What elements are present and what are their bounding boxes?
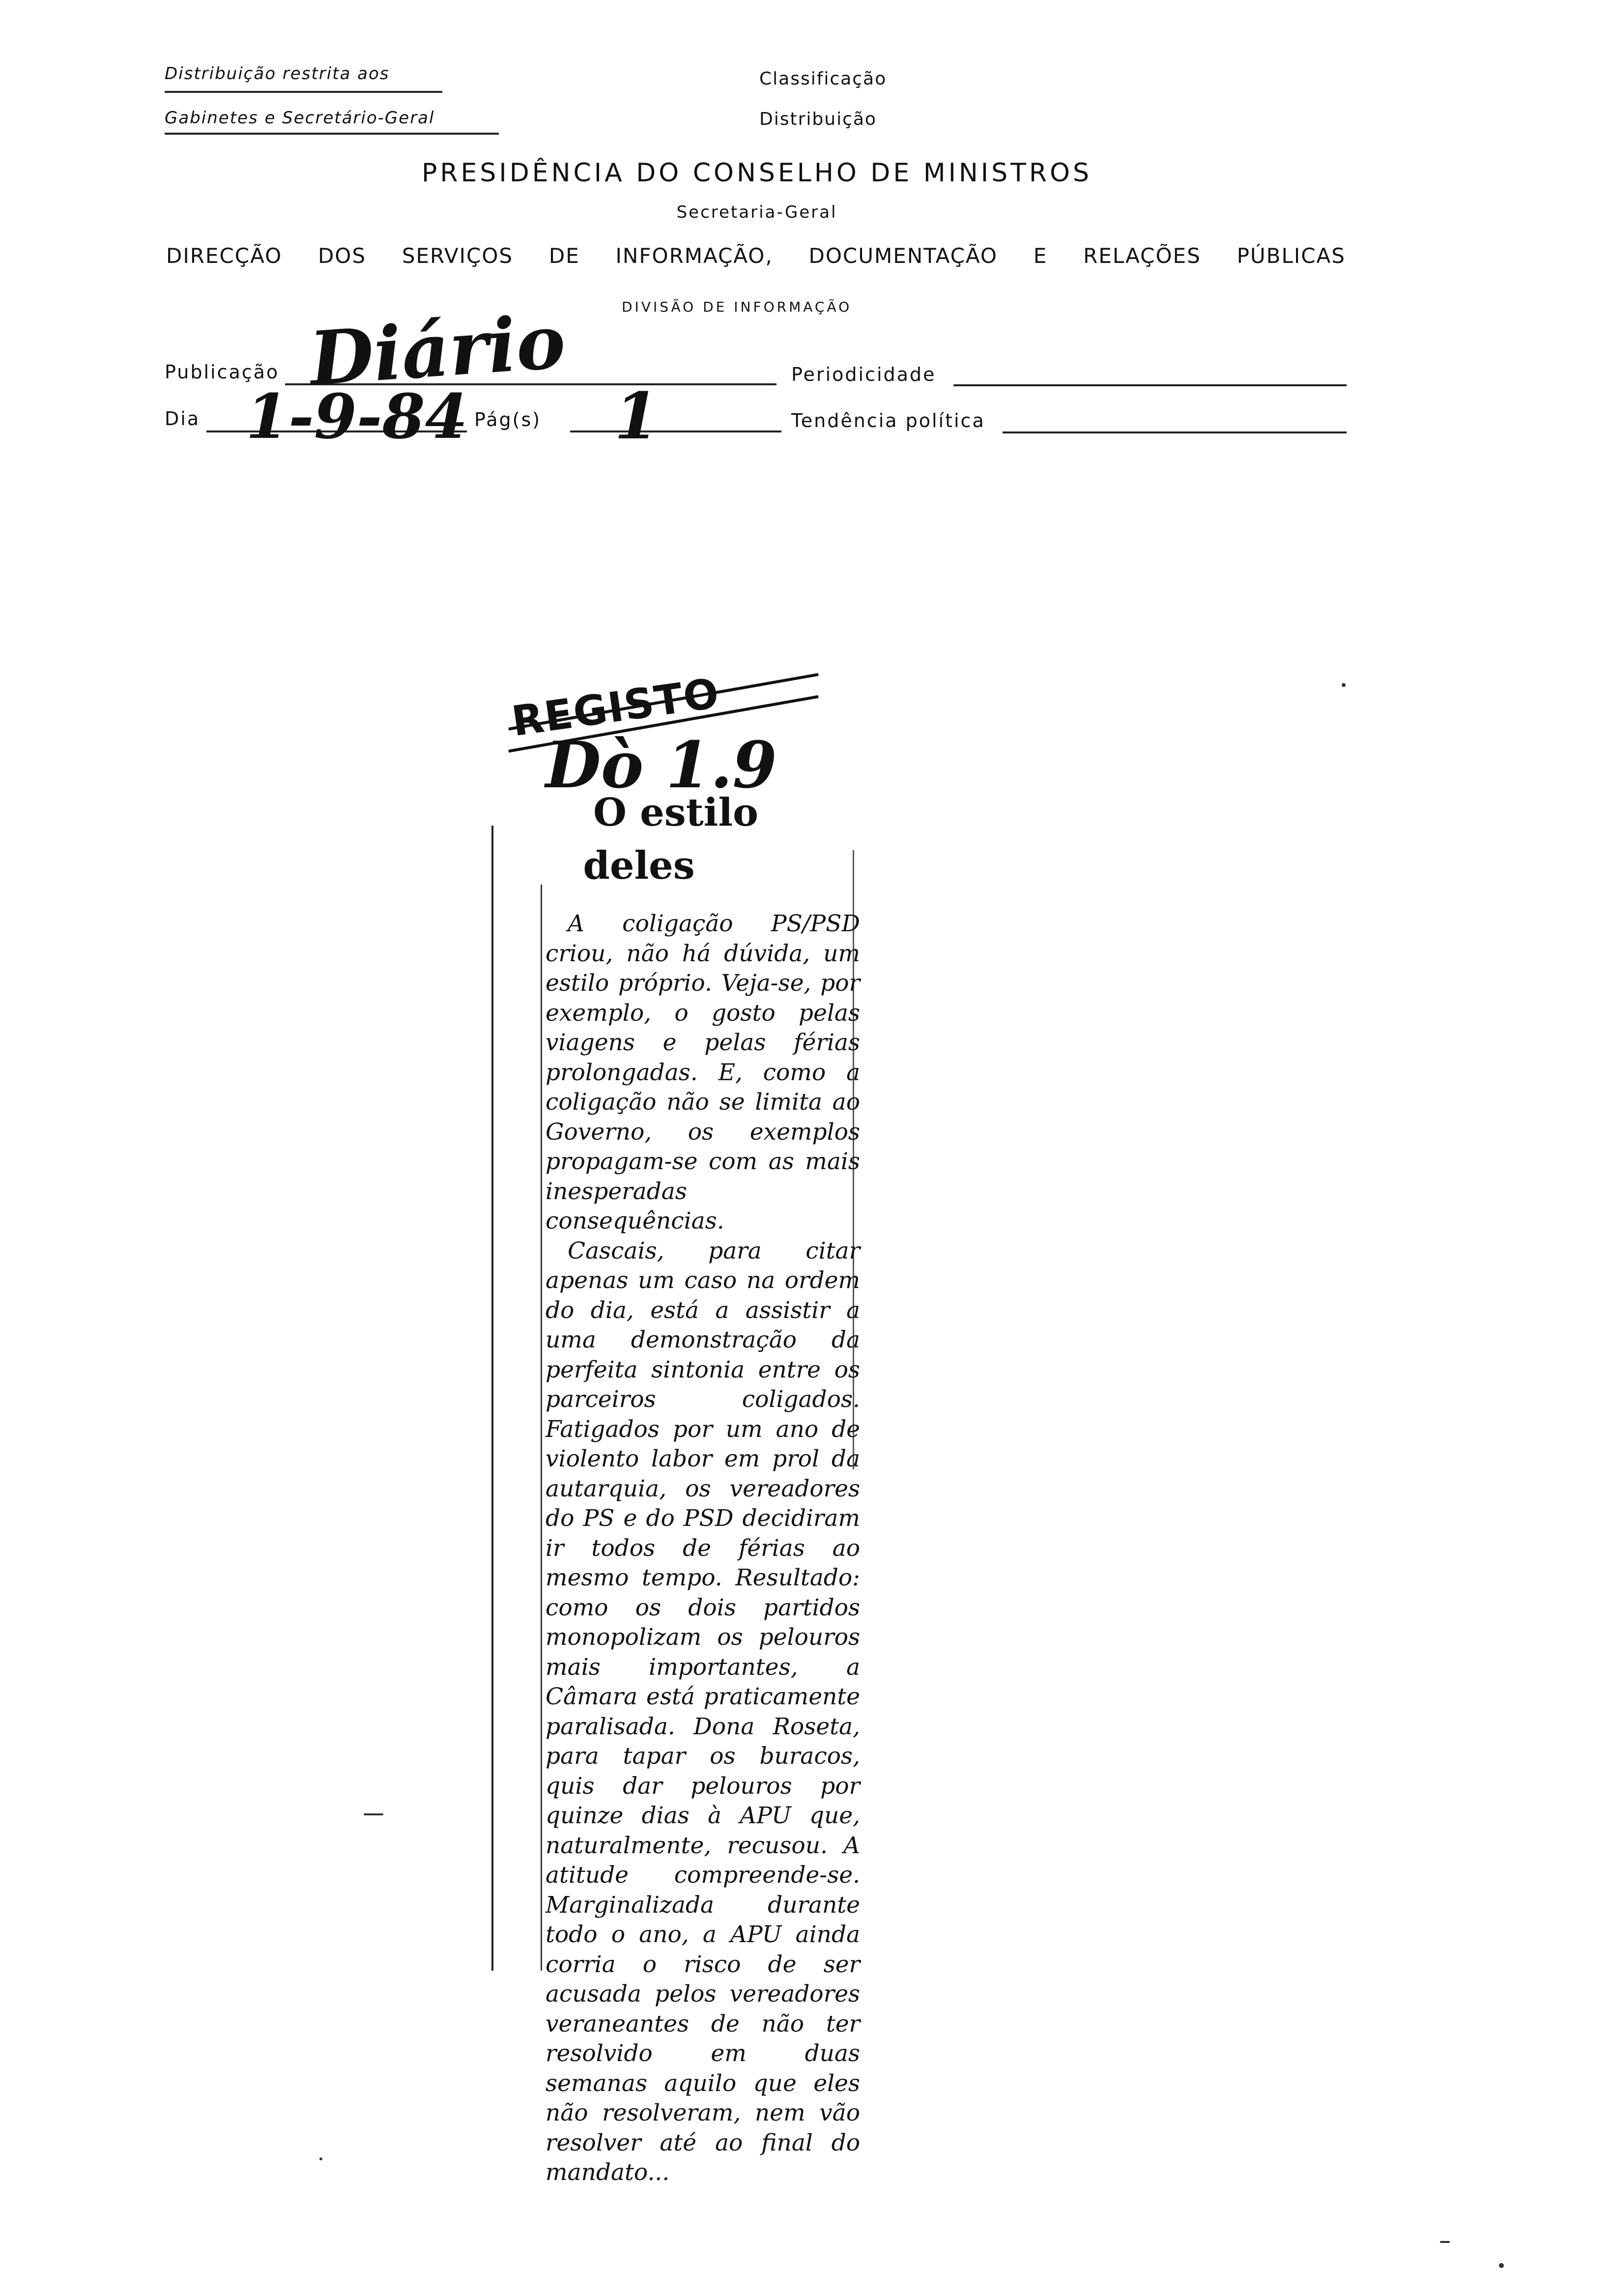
article-paragraph: Cascais, para citar apenas um caso na ordem do dia, está a assistir a uma demonstração da perfeita sintonia entre os parceiros coligados. Fatigados por um ano de violento labor em prol da autarquia, os vereadores do PS e do PSD decidiram ir todos de férias ao mesmo tempo. Resultado: como os dois partidos monopolizam os pelouros mais importantes, a Câmara está praticamente paralisada. Dona Roseta, para tapar os buracos, quis dar pelouros por quinze dias à APU que, naturalmente, recusou. A atitude compreende-se. Marginalizada durante todo o ano, a APU ainda corria o risco de ser acusada pelos vereadores veraneantes de não ter resolvido em duas semanas aquilo que eles não resolveram, nem vão resolver até ao final do mandato... <box>546 1237 860 2186</box>
registo-stamp: REGISTO <box>509 668 723 746</box>
article-headline <box>491 786 786 892</box>
publicacao-label: Publicação <box>165 361 280 383</box>
distribution-recipients-label: Gabinetes e Secretário-Geral <box>165 108 435 128</box>
divisao-label: DIVISÃO DE INFORMAÇÃO <box>622 299 852 315</box>
pags-handwritten-value: 1 <box>614 378 659 454</box>
direccao-word: INFORMAÇÃO, <box>615 244 773 268</box>
article-paragraph: A coligação PS/PSD criou, não há dúvida, um estilo próprio. Veja-se, por exemplo, o gosto pelas viagens e pelas férias prolongadas. E, como a coligação não se limita ao Governo, os exemplos propagam-se com as mais inesperadas consequências. <box>546 910 860 1234</box>
pags-field-line <box>570 430 781 432</box>
pags-label: Pág(s) <box>474 409 542 430</box>
headline-line-2: deles <box>583 843 695 888</box>
periodicidade-field-line <box>953 384 1347 386</box>
tendencia-label: Tendência política <box>791 410 985 431</box>
tendencia-field-line <box>1003 431 1347 433</box>
publicacao-handwritten-value: Diário <box>307 298 568 402</box>
direccao-word: PÚBLICAS <box>1237 244 1346 268</box>
distribution-underline-1 <box>165 91 442 93</box>
direccao-word: DE <box>548 244 580 268</box>
periodicidade-label: Periodicidade <box>791 364 936 385</box>
secretaria-label: Secretaria-Geral <box>676 202 837 222</box>
scan-speck <box>364 1813 383 1815</box>
newspaper-clipping <box>491 654 885 2186</box>
classificacao-label: Classificação <box>759 69 887 89</box>
headline-line-1: O estilo <box>593 790 758 835</box>
scan-speck <box>1440 2241 1450 2243</box>
dia-label: Dia <box>165 408 201 430</box>
distribution-restricted-label: Distribuição restrita aos <box>165 64 390 84</box>
scan-speck <box>319 2157 322 2160</box>
direccao-word: SERVIÇOS <box>402 244 514 268</box>
clipping-column-rule <box>541 885 542 1971</box>
direccao-word: DIRECÇÃO <box>166 244 283 268</box>
clipping-cut-edge <box>491 826 493 1971</box>
registo-handwritten-date: Dò 1.9 <box>546 727 777 803</box>
distribuicao-label: Distribuição <box>759 109 877 129</box>
scan-speck <box>1342 683 1346 687</box>
direccao-word: RELAÇÕES <box>1083 244 1201 268</box>
dia-handwritten-value: 1-9-84 <box>246 381 468 453</box>
direccao-word: E <box>1033 244 1048 268</box>
distribution-underline-2 <box>165 133 499 135</box>
direccao-line <box>166 244 1346 268</box>
scan-speck <box>1499 2263 1504 2268</box>
article-body <box>546 909 860 2188</box>
institution-title: PRESIDÊNCIA DO CONSELHO DE MINISTROS <box>422 158 1092 188</box>
direccao-word: DOCUMENTAÇÃO <box>808 244 998 268</box>
direccao-word: DOS <box>317 244 367 268</box>
